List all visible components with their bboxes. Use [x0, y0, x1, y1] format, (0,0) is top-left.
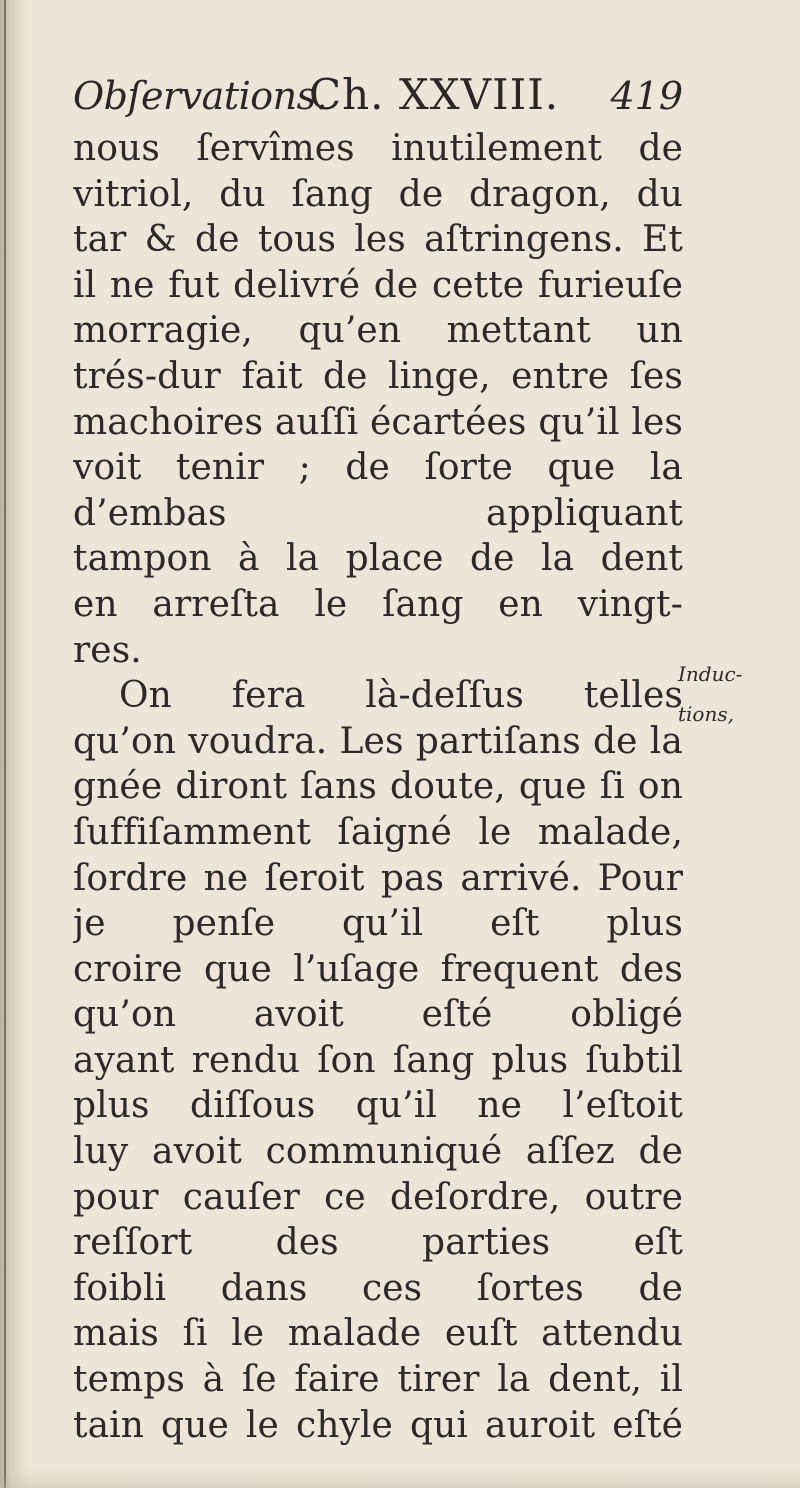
- page-header: [73, 62, 683, 134]
- text-line-16: ſuffiſamment ſaigné le malade,: [73, 811, 683, 853]
- running-title: Obſervations.: [73, 74, 328, 118]
- text-line-22: plus diſſous qu’il ne l’eſtoit: [73, 1085, 683, 1127]
- page-number: 419: [610, 74, 683, 118]
- text-line-2: vitriol, du ſang de dragon, du: [73, 173, 683, 215]
- text-line-20: qu’on avoit eſté obligé: [73, 994, 683, 1036]
- text-line-15: gnée diront ſans doute, que ſi on: [73, 766, 683, 808]
- margin-note-line-2: tions,: [678, 702, 734, 726]
- page-binding-shadow: [0, 0, 30, 1488]
- text-line-18: je penſe qu’il eſt plus: [73, 903, 683, 945]
- binding-line: [4, 0, 6, 1488]
- text-line-4: il ne fut delivré de cette furieuſe: [73, 264, 683, 306]
- text-line-10: tampon à la place de la dent: [73, 538, 683, 580]
- text-line-24: pour cauſer ce deſordre, outre: [73, 1176, 683, 1218]
- text-line-3: tar & de tous les aſtringens. Et: [73, 219, 683, 261]
- text-line-9: d’embas appliquant: [73, 492, 683, 534]
- text-line-23: luy avoit communiqué aſſez de: [73, 1131, 683, 1173]
- margin-note: [678, 654, 794, 734]
- main-text-block: [73, 126, 683, 1448]
- text-line-27: mais ſi le malade euſt attendu: [73, 1313, 683, 1355]
- text-line-19: croire que l’uſage frequent des: [73, 948, 683, 990]
- text-line-14: qu’on voudra. Les partiſans de la: [73, 720, 683, 762]
- text-line-28: temps à ſe faire tirer la dent, il: [73, 1359, 683, 1401]
- chapter-heading: Ch. XXVIII.: [309, 70, 560, 119]
- text-line-5: morragie, qu’en mettant un: [73, 310, 683, 352]
- text-line-12: res.: [73, 629, 142, 671]
- text-line-17: ſordre ne ſeroit pas arrivé. Pour: [73, 857, 683, 899]
- margin-note-line-1: Induc-: [678, 662, 743, 686]
- page-bottom-shadow: [0, 1470, 800, 1488]
- text-line-26: foibli dans ces ſortes de: [73, 1267, 683, 1309]
- text-line-7: machoires auſſi écartées qu’il les: [73, 401, 683, 443]
- text-line-11: en arreſta le ſang en vingt-: [73, 583, 683, 625]
- text-line-25: reſſort des parties eſt: [73, 1222, 683, 1264]
- text-line-21: ayant rendu ſon ſang plus ſubtil: [73, 1039, 683, 1081]
- text-line-29: tain que le chyle qui auroit eſté: [73, 1404, 683, 1446]
- text-line-6: trés-dur fait de linge, entre ſes: [73, 355, 683, 397]
- text-line-8: voit tenir ; de ſorte que la: [73, 447, 683, 489]
- text-line-1: nous ſervîmes inutilement de: [73, 128, 683, 169]
- paragraph-start-line: On fera là-deſſus telles: [119, 675, 683, 717]
